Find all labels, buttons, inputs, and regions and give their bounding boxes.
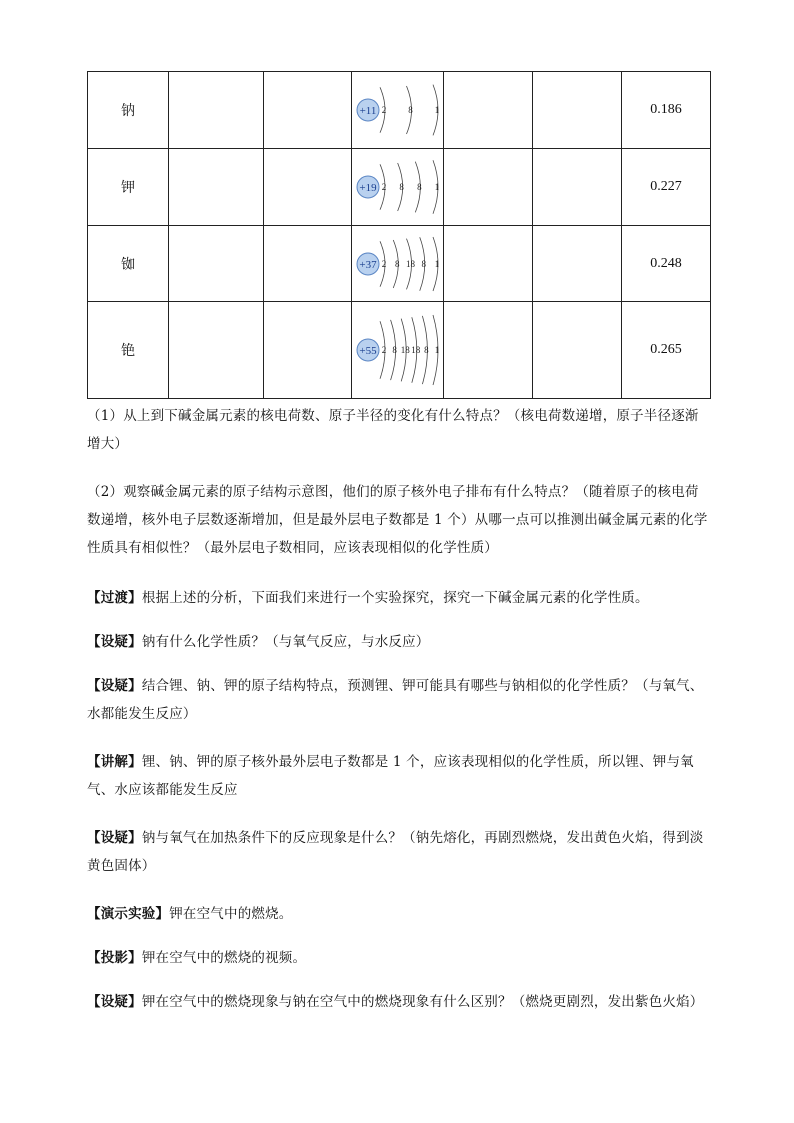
electron-count-label: 1 bbox=[434, 345, 439, 355]
paragraph-tag: 【设疑】 bbox=[87, 994, 142, 1010]
nucleus-charge-label: +55 bbox=[358, 345, 377, 357]
paragraph-text: （2）观察碱金属元素的原子结构示意图，他们的原子核外电子排布有什么特点？（随着原子的核电荷数递增，核外电子层数逐渐增加，但是最外层电子数都是 1 个）从哪一点可以推测出碱金属元素的化学性质具有相似性？（最外层电子数相同，应该表现相似的化学性质） bbox=[87, 484, 708, 556]
atomic-structure-diagram bbox=[355, 157, 441, 217]
table-row bbox=[88, 226, 711, 302]
paragraph-tag: 【设疑】 bbox=[87, 678, 142, 694]
paragraph-text: 结合锂、钠、钾的原子结构特点，预测锂、钾可能具有哪些与钠相似的化学性质？（与氧气、水都能发生反应） bbox=[87, 678, 704, 722]
electron-count-label: 1 bbox=[434, 258, 439, 269]
paragraph-text: 钠有什么化学性质？（与氧气反应，与水反应） bbox=[141, 634, 430, 650]
table-row bbox=[88, 149, 711, 226]
electron-count-label: 2 bbox=[381, 345, 386, 355]
paragraph-tag: 【设疑】 bbox=[87, 634, 142, 650]
element-name: 钠 bbox=[88, 72, 169, 149]
empty-cell bbox=[169, 149, 264, 226]
atomic-structure-cell bbox=[352, 302, 444, 399]
paragraph bbox=[87, 944, 709, 972]
table-row bbox=[88, 302, 711, 399]
paragraph bbox=[87, 748, 709, 804]
empty-cell bbox=[264, 302, 352, 399]
atomic-structure-diagram bbox=[355, 234, 441, 294]
atomic-structure-diagram bbox=[355, 312, 441, 388]
empty-cell bbox=[169, 72, 264, 149]
paragraph bbox=[87, 628, 709, 656]
empty-cell bbox=[444, 226, 533, 302]
electron-count-label: 8 bbox=[416, 182, 422, 192]
paragraph-tag: 【设疑】 bbox=[87, 830, 142, 846]
paragraph-text: 钾在空气中的燃烧现象与钠在空气中的燃烧现象有什么区别？（燃烧更剧烈，发出紫色火焰） bbox=[141, 994, 704, 1010]
electron-count-label: 8 bbox=[407, 105, 413, 115]
element-name: 钾 bbox=[88, 149, 169, 226]
atomic-radius: 0.186 bbox=[622, 72, 711, 149]
paragraph bbox=[87, 402, 709, 458]
empty-cell bbox=[533, 302, 622, 399]
empty-cell bbox=[264, 226, 352, 302]
paragraph-text: 钠与氧气在加热条件下的反应现象是什么？（钠先熔化，再剧烈燃烧，发出黄色火焰，得到淡黄色固体） bbox=[87, 830, 704, 874]
empty-cell bbox=[533, 72, 622, 149]
empty-cell bbox=[444, 149, 533, 226]
nucleus-charge-label: +19 bbox=[358, 182, 377, 194]
paragraph bbox=[87, 478, 709, 562]
atomic-radius: 0.227 bbox=[622, 149, 711, 226]
electron-count-label: 18 bbox=[410, 345, 420, 355]
element-name: 铷 bbox=[88, 226, 169, 302]
empty-cell bbox=[264, 149, 352, 226]
electron-count-label: 8 bbox=[394, 258, 399, 269]
electron-count-label: 1 bbox=[434, 182, 439, 192]
electron-count-label: 2 bbox=[381, 258, 386, 269]
electron-count-label: 8 bbox=[423, 345, 429, 355]
atomic-structure-cell bbox=[352, 72, 444, 149]
electron-count-label: 18 bbox=[400, 345, 410, 355]
atomic-radius: 0.265 bbox=[622, 302, 711, 399]
paragraph-text: 钾在空气中的燃烧的视频。 bbox=[141, 950, 307, 966]
electron-count-label: 8 bbox=[398, 182, 404, 192]
paragraph-tag: 【讲解】 bbox=[87, 754, 142, 770]
paragraph bbox=[87, 988, 709, 1016]
electron-count-label: 8 bbox=[391, 345, 397, 355]
empty-cell bbox=[264, 72, 352, 149]
paragraph-text: （1）从上到下碱金属元素的核电荷数、原子半径的变化有什么特点？（核电荷数递增，原子半径逐渐增大） bbox=[87, 408, 699, 452]
atomic-structure-diagram bbox=[355, 80, 441, 140]
empty-cell bbox=[169, 226, 264, 302]
element-name: 铯 bbox=[88, 302, 169, 399]
paragraph bbox=[87, 584, 709, 612]
atomic-structure-cell bbox=[352, 149, 444, 226]
empty-cell bbox=[169, 302, 264, 399]
empty-cell bbox=[533, 149, 622, 226]
paragraph-tag: 【投影】 bbox=[87, 950, 142, 966]
empty-cell bbox=[533, 226, 622, 302]
electron-count-label: 2 bbox=[381, 105, 386, 115]
nucleus-charge-label: +37 bbox=[358, 258, 377, 271]
atomic-radius: 0.248 bbox=[622, 226, 711, 302]
paragraph-tag: 【过渡】 bbox=[87, 590, 142, 606]
electron-count-label: 1 bbox=[434, 105, 439, 115]
paragraph bbox=[87, 900, 709, 928]
paragraph bbox=[87, 824, 709, 880]
paragraph-text: 根据上述的分析，下面我们来进行一个实验探究，探究一下碱金属元素的化学性质。 bbox=[141, 590, 649, 606]
electron-count-label: 8 bbox=[421, 258, 426, 269]
atomic-structure-cell bbox=[352, 226, 444, 302]
alkali-metal-table bbox=[87, 71, 711, 399]
paragraph bbox=[87, 672, 709, 728]
nucleus-charge-label: +11 bbox=[359, 105, 376, 117]
paragraph-tag: 【演示实验】 bbox=[87, 906, 170, 922]
empty-cell bbox=[444, 302, 533, 399]
table-row bbox=[88, 72, 711, 149]
paragraph-text: 钾在空气中的燃烧。 bbox=[169, 906, 293, 922]
paragraph-text: 锂、钠、钾的原子核外最外层电子数都是 1 个，应该表现相似的化学性质，所以锂、钾与氧气、水应该都能发生反应 bbox=[87, 754, 694, 798]
electron-count-label: 18 bbox=[405, 258, 415, 269]
electron-count-label: 2 bbox=[381, 182, 386, 192]
empty-cell bbox=[444, 72, 533, 149]
